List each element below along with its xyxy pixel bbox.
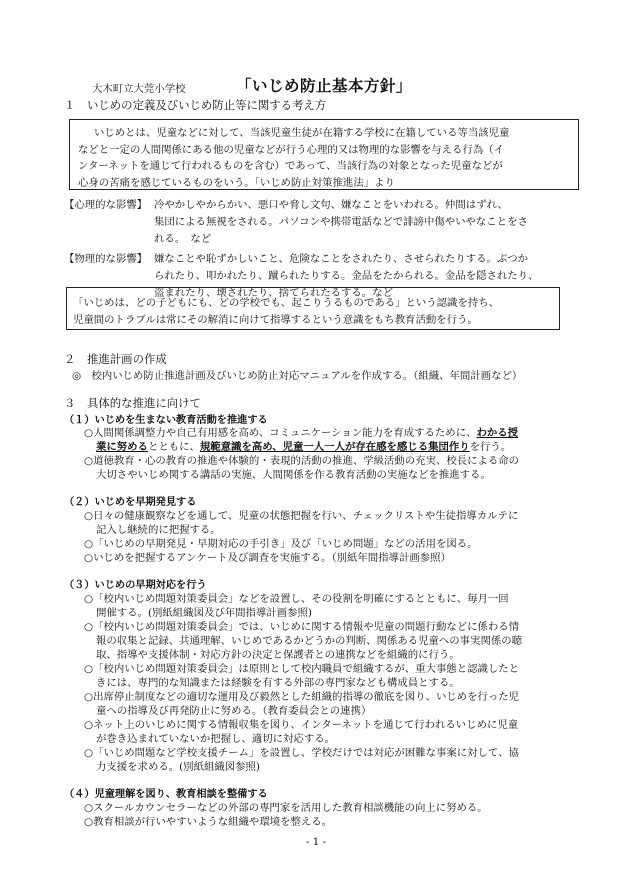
sub-1-item-line [84,426,518,440]
section-1-number: １ [64,98,76,112]
sub-3-item-line: 力支援を求める。(別紙組織図参照) [96,761,260,773]
sub-4-heading: （４）児童理解を図り、教育相談を整備する [64,788,268,800]
sub-2-item-line: ○日々の健康観察などを通して、児童の状態把握を行い、チェックリストや生徒指導カルテに [84,510,519,522]
definition-box [69,119,579,190]
sub-1-item-line: ○道徳教育・心の教育の推進や体験的・表現的活動の推進、学級活動の充実、校長による命の [84,455,520,467]
sub-3-item-line: 報の収集と記録、共通理解、いじめであるかどうかの判断、関係ある児童への事実関係の聴 [96,635,523,647]
section-2-item: ◎ 校内いじめ防止推進計画及びいじめ防止対応マニュアルを作成する。（組織、年間計画など） [72,370,523,382]
sub-3-heading: （３）いじめの早期対応を行う [64,579,207,591]
psychological-line: 冷やかしやからかい、悪口や脅し文句、嫌なことをいわれる。仲間はずれ、 [154,199,508,211]
sub-3-item-line: ○「いじめ問題など学校支援チーム」を設置し、学校だけでは対応が困難な事案に対して、協 [84,747,519,759]
sub-1-heading: （１）いじめを生まない教育活動を推進する [64,414,268,426]
physical-line: 盗まれたり、壊されたり、捨てられたるする。など [154,287,393,299]
school-name: 大木町立大莞小学校 [92,83,186,95]
sub-3-item-line: きには、専門的な知識または経験を有する外部の専門家なども構成員とする。 [96,677,460,689]
sub-3-item-line: ○「校内いじめ問題対策委員会」などを設置し、その役割を明確にするとともに、毎月一回 [84,593,509,605]
emphasis-run: わかる授 [476,427,519,439]
page-number: - 1 - [305,836,327,848]
sub-4-item-line: ○スクールカウンセラーなどの外部の専門家を活用した教育相談機能の向上に努める。 [84,802,488,814]
sub-2-item-line: ○いじめを把握するアンケート及び調査を実施する。（別紙年間指導計画参照） [84,552,451,564]
section-3-number: ３ [64,396,76,410]
definition-line: ンターネットを通じて行われるものを含む）であって、当該行為の対象となった児童などが [78,160,503,172]
sub-1-item-line: 大切さやいじめ関する講話の実施、人間関係を作る教育活動の実施などを推進する。 [96,469,491,481]
sub-3-item-line: ○ネット上のいじめに関する情報収集を図り、インターネットを通じて行われるいじめに児童 [84,719,519,731]
emphasis-run: 規範意識を高め、児童一人一人が存在感を感じる集団作り [199,441,470,453]
document-title: 「いじめ防止基本方針」 [236,76,413,95]
text-run: とともに、 [147,441,200,453]
emphasis-run: 業に努める [96,441,148,453]
sub-1-item-line [96,440,511,454]
sub-3-item-line: 取、指導や支援体制・対応方針の決定と保護者との連携などを組織的に行う。 [96,649,460,661]
section-3-heading: 具体的な推進に向けて [87,396,201,410]
section-2-number: ２ [64,352,76,366]
section-1-heading: いじめの定義及びいじめ防止等に関する考え方 [87,98,327,112]
sub-3-item-line: ○「校内いじめ問題対策委員会」では、いじめに関する情報や児童の問題行動などに係わる情 [84,621,520,633]
sub-3-item-line: が巻き込まれていないか把握し、適切に対応する。 [96,733,335,745]
psychological-line: れる。 など [154,233,212,245]
sub-2-item-line: ○「いじめの早期発見・早期対応の手引き」及び「いじめ問題」などの活用を図る。 [84,538,478,550]
psychological-line: 集団による無視をされる。パソコンや携帯電話などで誹謗中傷やいやなことをさ [154,216,528,228]
sub-3-item-line: 開催する。(別紙組織図及び年間指導計画参照) [96,607,312,619]
sub-3-item-line: ○「校内いじめ問題対策委員会」は原則として校内職員で組織するが、重大事態と認識したと [84,663,520,675]
awareness-line: 「いじめは、どの子どもにも、どの学校でも、起こりうるものである」という認識を持ち、 [73,297,500,309]
psychological-label: 【心理的な影響】 [64,199,148,211]
physical-line: られたり、叩かれたり、蹴られたりする。金品をたかられる。金品を隠されたり、 [154,270,539,282]
definition-line: 心身の苦痛を感じているものをいう。「いじめ防止対策推進法」より [78,176,395,189]
section-2-heading: 推進計画の作成 [87,352,167,366]
definition-line: いじめとは、児童などに対して、当該児童生徒が在籍する学校に在籍している等当該児童 [94,127,510,139]
sub-3-item-line: 童への指導及び再発防止に努める。（教育委員会との連携） [96,705,372,717]
awareness-line: 児童間のトラブルは常にその解消に向けて指導するという意識をもち教育活動を行う。 [73,313,478,326]
sub-4-item-line: ○教育相談が行いやすいような組織や環境を整える。 [84,816,333,828]
awareness-box [66,287,560,330]
text-run: を行う。 [469,441,512,453]
sub-3-item-line: ○出席停止制度などの適切な運用及び毅然とした組織的指導の徹底を図り、いじめを行った児 [84,691,520,703]
text-run: ○人間関係調整力や自己有用感を高め、コミュニケーション能力を育成するために、 [84,427,477,439]
physical-label: 【物理的な影響】 [64,253,148,265]
sub-2-heading: （２）いじめを早期発見する [64,496,197,508]
physical-line: 嫌なことや恥ずかしいこと、危険なことをされたり、させられたりする。ぶつか [154,253,529,265]
definition-line: などと一定の人間関係にある他の児童などが行う心理的又は物理的な影響を与える行為（イ [78,143,505,156]
sub-2-item-line: 記入し継続的に把握する。 [96,524,221,536]
